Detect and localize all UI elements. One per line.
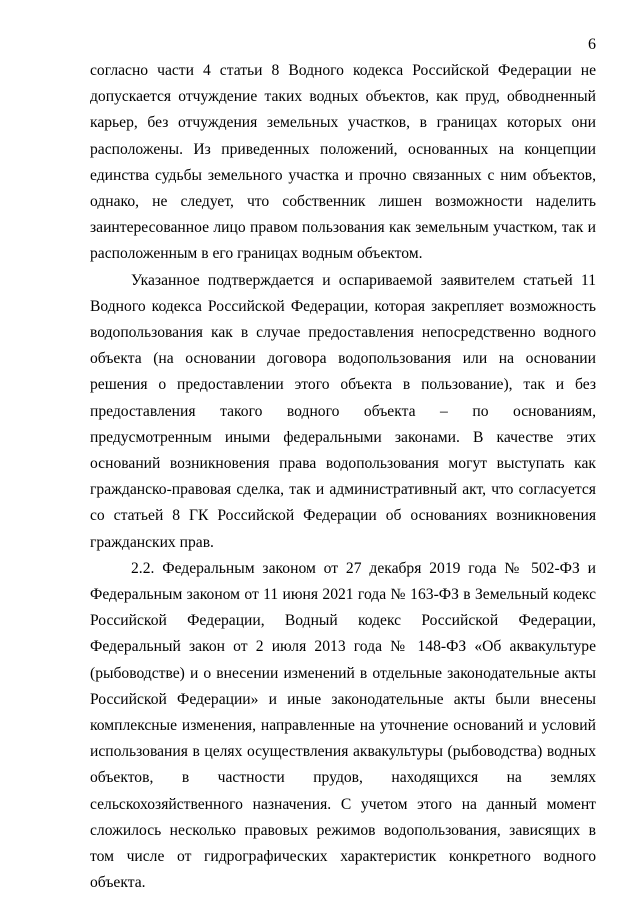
paragraph-2-2: 2.2. Федеральным законом от 27 декабря 2019 года № 502-ФЗ и Федеральным законом от 11 июня 2021 года № 163-ФЗ в Земельный кодекс Российской Федерации, Водный кодекс Российской Федерации, Федеральный закон от 2 июля 2013 года № 148-ФЗ «Об аквакультуре (рыбоводстве) и о внесении изменений в отдельные законодательные акты Российской Федерации» и иные законодательные акты были внесены комплексные изменения, направленные на уточнение оснований и условий использования в целях осуществления аквакультуры (рыбоводства) водных объектов, в частности прудов, находящихся на землях сельскохозяйственного назначения. С учетом этого на данный момент сложилось несколько правовых режимов водопользования, зависящих в том числе от гидрографических характеристик конкретного водного объекта. [90, 559, 596, 892]
paragraph-continuation: согласно части 4 статьи 8 Водного кодекса Российской Федерации не допускается отчуждение таких водных объектов, как пруд, обводненный карьер, без отчуждения земельных участков, в границах которых они расположены. Из приведенных положений, основанных на концепции единства судьбы земельного участка и прочно связанных с ним объектов, однако, не следует, что собственник лишен возможности наделить заинтересованное лицо правом пользования как земельным участком, так и расположенным в его границах водным объектом. [90, 62, 596, 263]
paragraph-article-11: Указанное подтверждается и оспариваемой заявителем статьей 11 Водного кодекса Российской Федерации, которая закрепляет возможность водопользования как в случае предоставления непосредственно водного объекта (на основании договора водопользования или на основании решения о предоставлении этого объекта в пользование), так и без предоставления такого водного объекта – по основаниям, предусмотренным иными федеральными законами. В качестве этих оснований возникновения права водопользования могут выступать как гражданско-правовая сделка, так и административный акт, что согласуется со статьей 8 ГК Российской Федерации об основаниях возникновения гражданских прав. [90, 271, 596, 551]
document-body [90, 58, 596, 897]
page-number: 6 [588, 36, 596, 53]
